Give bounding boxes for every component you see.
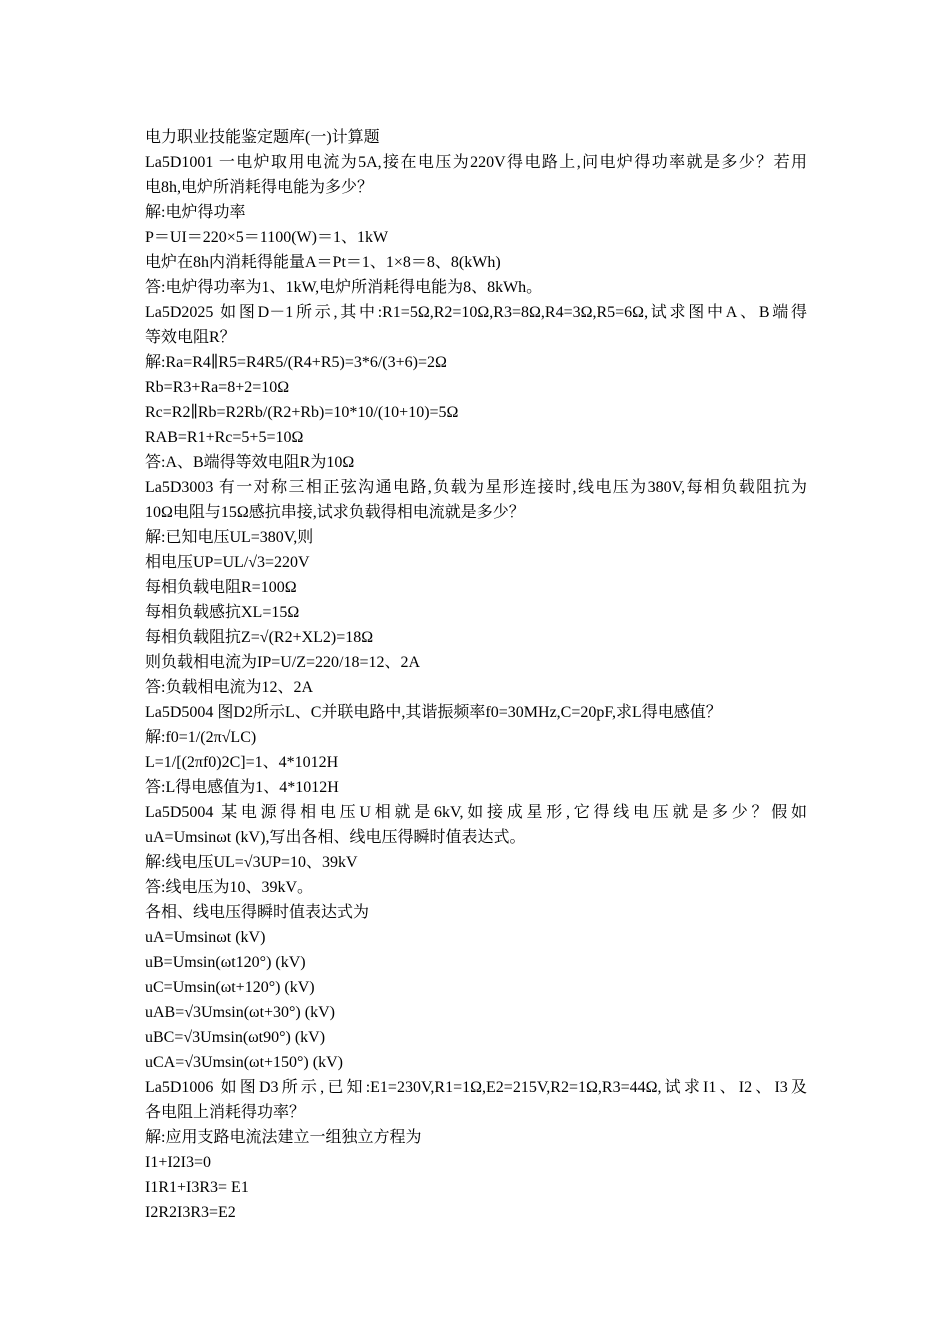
text-line: I2R2I3R3=E2 [145,1204,236,1221]
text-line: uAB=√3Umsin(ωt+30°) (kV) [145,1004,335,1021]
text-line: uCA=√3Umsin(ωt+150°) (kV) [145,1054,343,1071]
text-line: 每相负载电阻R=100Ω [145,579,297,596]
text-line: 答:线电压为10、39kV。 [145,879,314,896]
text-line: 每相负载感抗XL=15Ω [145,604,300,621]
text-line: 10Ω电阻与15Ω感抗串接,试求负载得相电流就是多少？ [145,504,525,521]
text-line: 每相负载阻抗Z=√(R2+XL2)=18Ω [145,629,374,646]
text-line: I1+I2I3=0 [145,1154,212,1171]
text-line: uBC=√3Umsin(ωt90°) (kV) [145,1029,326,1046]
text-line: 电炉在8h内消耗得能量A＝Pt＝1、1×8＝8、8(kWh) [145,254,501,271]
text-line: uA=Umsinωt (kV) [145,929,266,946]
text-line: 电8h,电炉所消耗得电能为多少？ [145,179,374,196]
text-line: La5D1001 一电炉取用电流为5A,接在电压为220V得电路上,问电炉得功率就是多少？若用 [145,154,807,171]
text-line: 答:A、B端得等效电阻R为10Ω [145,454,355,471]
text-line: 解:应用支路电流法建立一组独立方程为 [145,1129,422,1146]
text-line: Rc=R2∥Rb=R2Rb/(R2+Rb)=10*10/(10+10)=5Ω [145,404,459,421]
text-line: 答:负载相电流为12、2A [145,679,314,696]
text-line: 解:Ra=R4∥R5=R4R5/(R4+R5)=3*6/(3+6)=2Ω [145,354,447,371]
text-line: L=1/[(2πf0)2C]=1、4*1012H [145,754,339,771]
text-line: 答:L得电感值为1、4*1012H [145,779,339,796]
text-line: 电力职业技能鉴定题库(一)计算题 [145,129,380,146]
document-page [145,125,807,1225]
text-line: P＝UI＝220×5＝1100(W)＝1、1kW [145,229,389,246]
text-line: 各电阻上消耗得功率？ [145,1104,306,1121]
text-line: 解:f0=1/(2π√LC) [145,729,257,746]
text-line: La5D1006 如图D3所示,已知:E1=230V,R1=1Ω,E2=215V,R2=1Ω,R3=44Ω,试求I1、I2、I3及 [145,1079,807,1096]
text-line: 相电压UP=UL/√3=220V [145,554,310,571]
text-line: Rb=R3+Ra=8+2=10Ω [145,379,290,396]
text-line: 则负载相电流为IP=U/Z=220/18=12、2A [145,654,421,671]
text-line: 解:已知电压UL=380V,则 [145,529,314,546]
text-line: uB=Umsin(ωt120°) (kV) [145,954,306,971]
text-line: RAB=R1+Rc=5+5=10Ω [145,429,304,446]
text-line: 答:电炉得功率为1、1kW,电炉所消耗得电能为8、8kWh。 [145,279,543,296]
text-line: uA=Umsinωt (kV),写出各相、线电压得瞬时值表达式。 [145,829,526,846]
text-line: 各相、线电压得瞬时值表达式为 [145,904,370,921]
text-line: 解:线电压UL=√3UP=10、39kV [145,854,358,871]
text-line: La5D3003 有一对称三相正弦沟通电路,负载为星形连接时,线电压为380V,每相负载阻抗为 [145,479,807,496]
text-line: 解:电炉得功率 [145,204,246,221]
text-line: La5D2025 如图D－1所示,其中:R1=5Ω,R2=10Ω,R3=8Ω,R4=3Ω,R5=6Ω,试求图中A、B端得 [145,304,807,321]
text-line: 等效电阻R？ [145,329,236,346]
text-line: La5D5004 图D2所示L、C并联电路中,其谐振频率f0=30MHz,C=20pF,求L得电感值？ [145,704,722,721]
text-line: uC=Umsin(ωt+120°) (kV) [145,979,315,996]
text-line: I1R1+I3R3= E1 [145,1179,249,1196]
text-line: La5D5004 某电源得相电压U相就是6kV,如接成星形,它得线电压就是多少？假如 [145,804,807,821]
